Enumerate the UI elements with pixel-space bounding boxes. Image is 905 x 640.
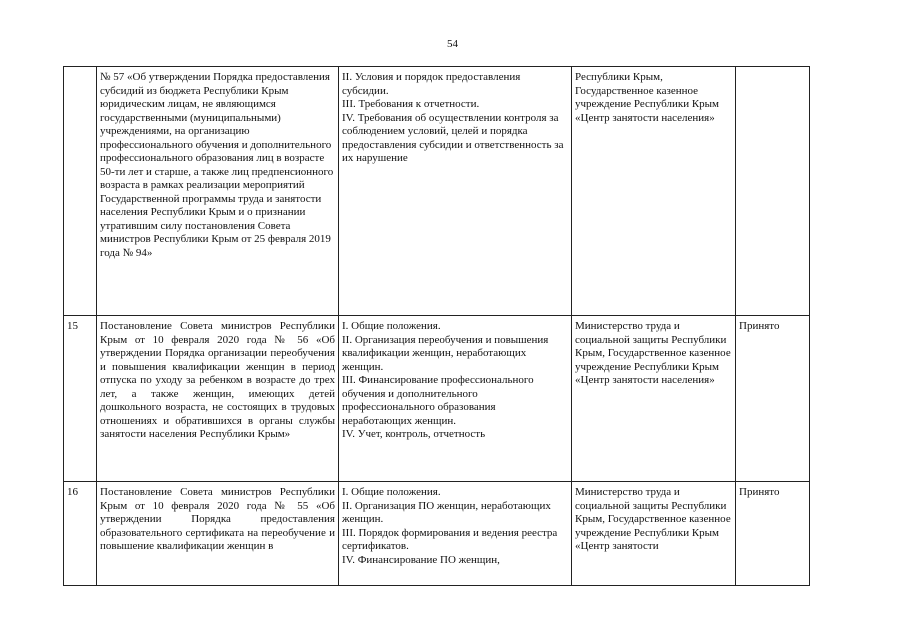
structure-item: II. Организация переобучения и повышения квалификации женщин, неработающих женщин. [342, 333, 549, 373]
structure-item: IV. Финансирование ПО женщин, [342, 553, 500, 566]
act-structure [339, 482, 572, 586]
structure-item: III. Финансирование профессионального обучения и дополнительного профессионального образования неработающих женщин. [342, 374, 534, 427]
act-title [97, 482, 339, 586]
act-structure [339, 67, 572, 316]
responsible-body: Министерство труда и социальной защиты Республики Крым, Государственное казенное учреждение Республики Крым «Центр занятости населения» [572, 316, 736, 482]
table-row [64, 67, 810, 316]
structure-item: II. Условия и порядок предоставления субсидии. [342, 71, 521, 97]
documents-table [63, 66, 810, 586]
table-row [64, 482, 810, 586]
act-title-text: Постановление Совета министров Республики Крым от 10 февраля 2020 года № 55 «Об утверждении Порядка предоставления образовательного сертификата на переобучение и повышение квалификации женщин в [100, 486, 335, 552]
structure-item: III. Требования к отчетности. [342, 98, 480, 110]
row-number [64, 67, 97, 316]
structure-item: IV. Требования об осуществлении контроля за соблюдением условий, целей и порядка предоставления субсидии и ответственность за их нарушение [342, 111, 564, 164]
table-row [64, 316, 810, 482]
act-title: Постановление Совета министров Республики Крым от 10 февраля 2020 года № 56 «Об утверждении Порядка организации переобучения и повышения квалификации женщин в период отпуска по уходу за ребенком в возрасте до трех лет, а также женщин, имеющих детей дошкольного возраста, не состоящих в трудовых отношениях и обратившихся в органы службы занятости населения Республики Крым» [97, 316, 339, 482]
structure-item: I. Общие положения. [342, 486, 441, 498]
act-structure [339, 316, 572, 482]
structure-item: IV. Учет, контроль, отчетность [342, 428, 486, 440]
structure-item: I. Общие положения. [342, 320, 441, 332]
structure-item: III. Порядок формирования и ведения реестра сертификатов. [342, 526, 558, 552]
page-number: 54 [447, 38, 458, 50]
responsible-body: Министерство труда и социальной защиты Республики Крым, Государственное казенное учреждение Республики Крым «Центр занятости [572, 482, 736, 586]
responsible-body: Республики Крым, Государственное казенное учреждение Республики Крым «Центр занятости населения» [572, 67, 736, 316]
structure-item: II. Организация ПО женщин, неработающих женщин. [342, 499, 551, 525]
status-cell [736, 67, 810, 316]
status-cell: Принято [736, 482, 810, 586]
row-number: 16 [64, 482, 97, 586]
act-title: № 57 «Об утверждении Порядка предоставления субсидий из бюджета Республики Крым юридическим лицам, не являющимся государственными (муниципальными) учреждениями, на организацию профессионального обучения и дополнительного профессионального образования лиц в возрасте 50-ти лет и старше, а также лиц предпенсионного возраста в рамках реализации мероприятий Государственной программы труда и занятости населения Республики Крым и о признании утратившим силу постановления Совета министров Республики Крым от 25 февраля 2019 года № 94» [97, 67, 339, 316]
row-number: 15 [64, 316, 97, 482]
status-cell: Принято [736, 316, 810, 482]
